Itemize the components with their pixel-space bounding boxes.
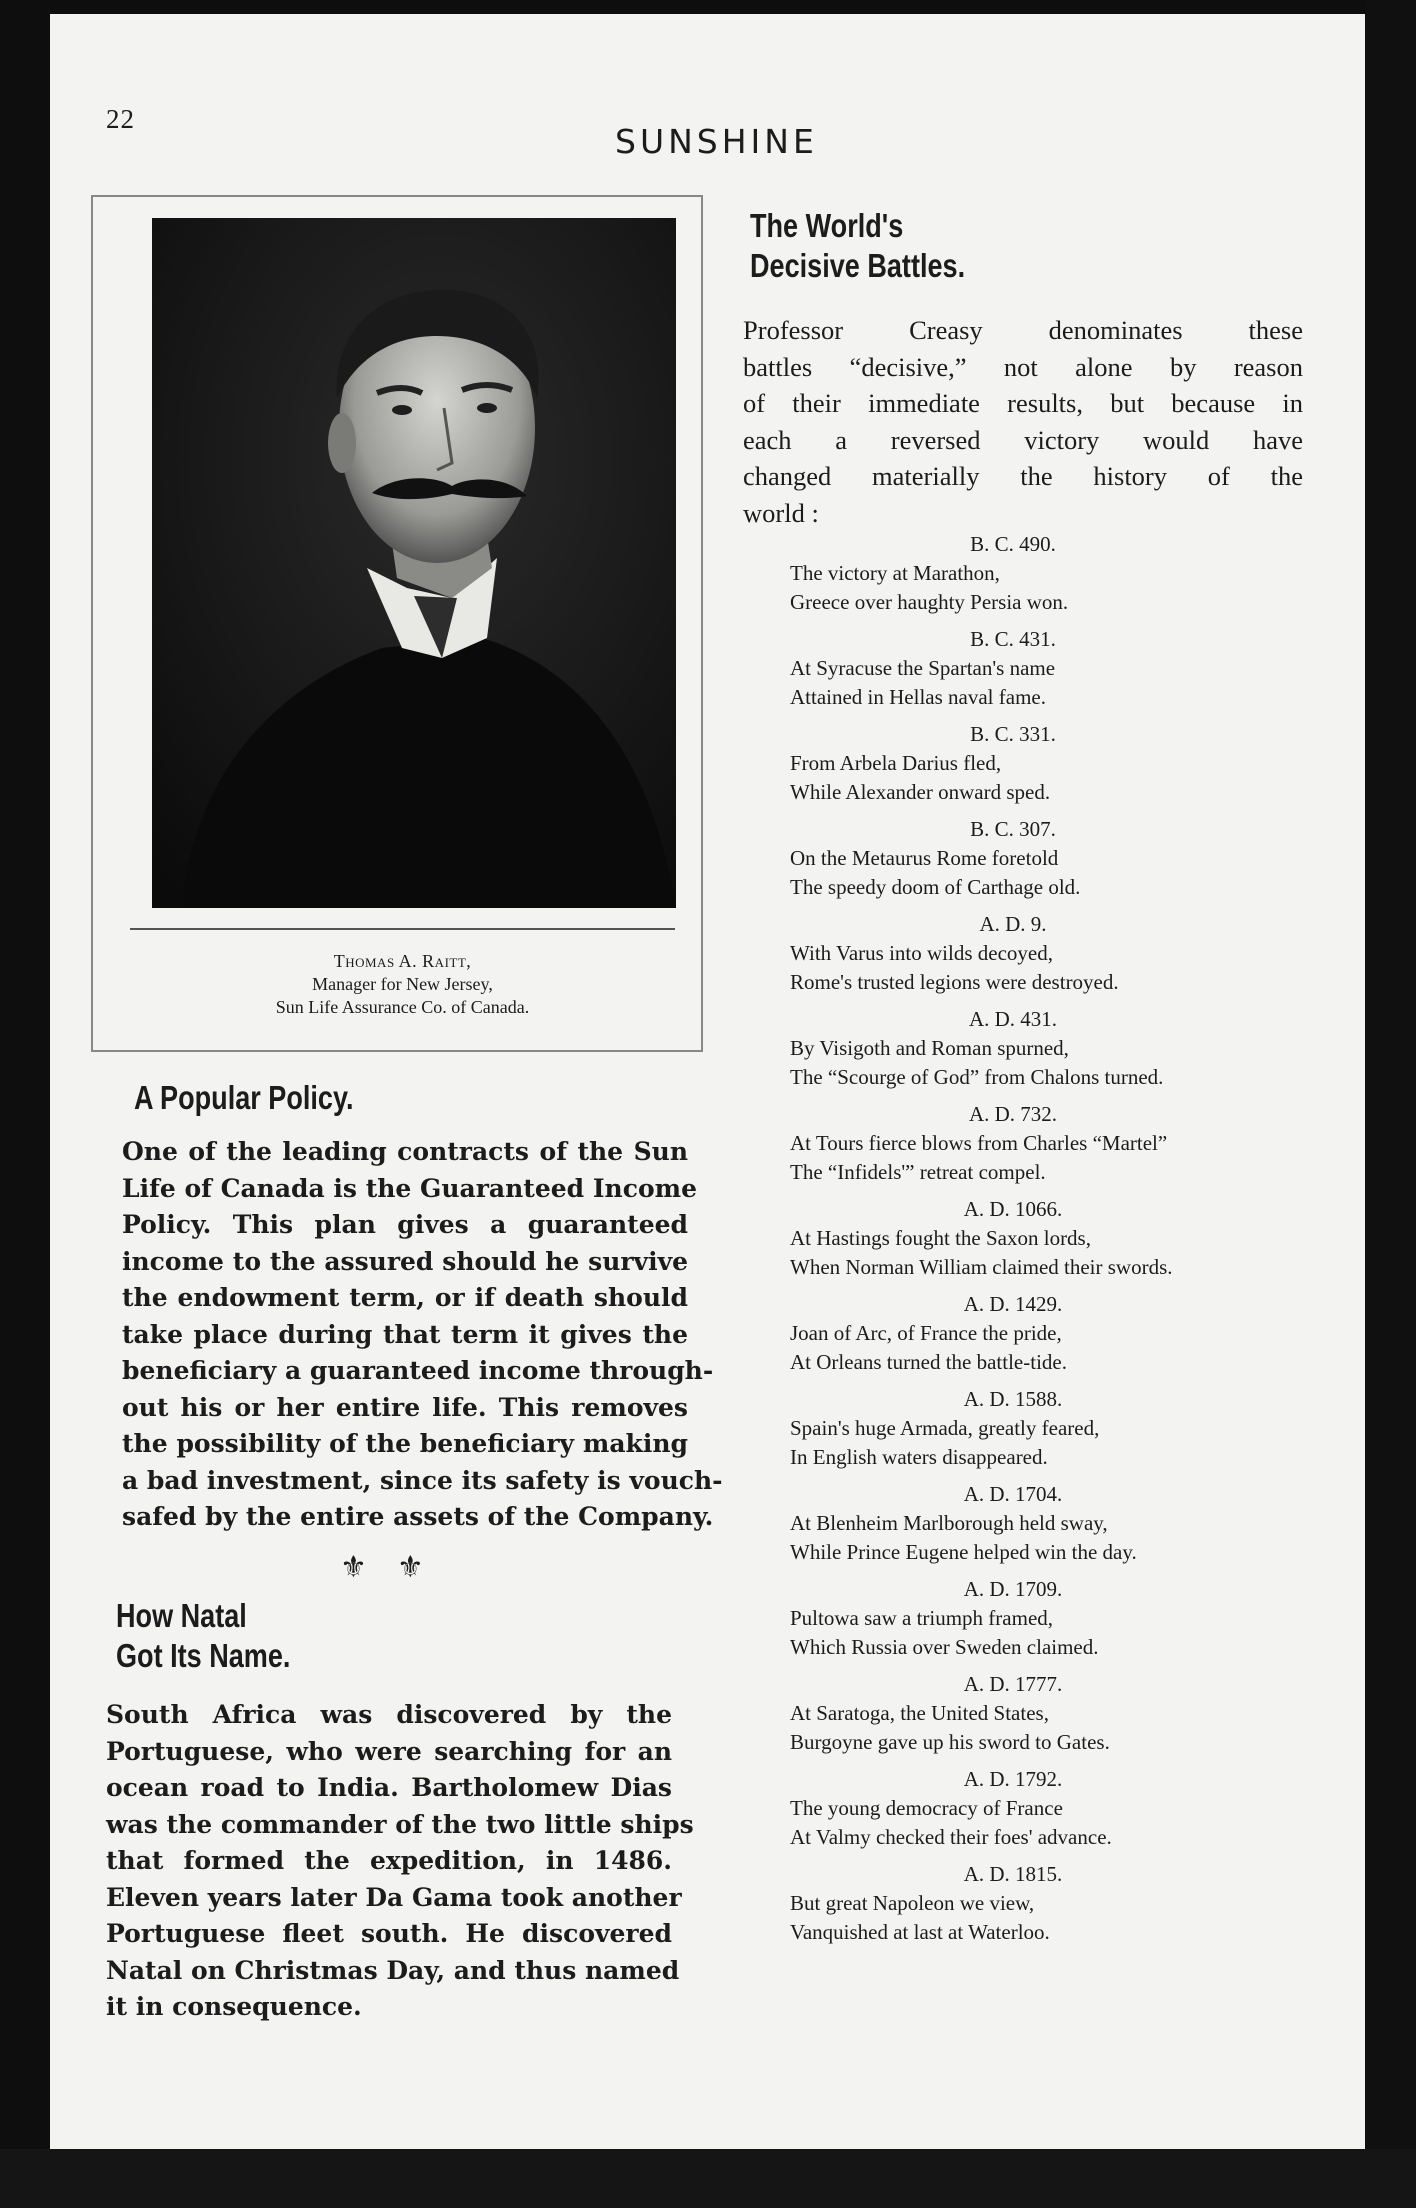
stanza-line: At Valmy checked their foes' advance. bbox=[790, 1825, 1112, 1849]
stanza-line: Burgoyne gave up his sword to Gates. bbox=[790, 1730, 1110, 1754]
stanza-date: A. D. 431. bbox=[968, 1007, 1058, 1031]
stanza-date: A. D. 1588. bbox=[963, 1387, 1063, 1411]
policy-line: beneficiary a guaranteed income through- bbox=[122, 1356, 714, 1385]
stanza-line: The victory at Marathon, bbox=[790, 561, 1000, 585]
natal-heading-line2: Got Its Name. bbox=[116, 1637, 291, 1674]
battles-intro bbox=[743, 312, 1303, 531]
battles-intro-line: of their immediate results, but because in bbox=[743, 388, 1303, 418]
stanza-line: Pultowa saw a triumph framed, bbox=[790, 1606, 1054, 1630]
policy-line: the possibility of the beneficiary making bbox=[122, 1429, 688, 1458]
stanza-date: A. D. 732. bbox=[968, 1102, 1058, 1126]
battles-intro-line: world : bbox=[743, 497, 819, 528]
natal-line: Eleven years later Da Gama took another bbox=[106, 1882, 682, 1912]
natal-line: was the commander of the two little ships bbox=[106, 1809, 694, 1839]
stanza-line: Spain's huge Armada, greatly feared, bbox=[790, 1416, 1100, 1440]
stanza-line: By Visigoth and Roman spurned, bbox=[790, 1036, 1069, 1060]
stanza-line: The “Scourge of God” from Chalons turned. bbox=[790, 1065, 1164, 1089]
natal-line: ocean road to India. Bartholomew Dias bbox=[106, 1773, 672, 1802]
poem-stanza bbox=[748, 1290, 1308, 1377]
stanza-line: At Hastings fought the Saxon lords, bbox=[790, 1226, 1091, 1250]
caption-name: Thomas A. Raitt, bbox=[333, 951, 472, 971]
stanza-date: A. D. 1429. bbox=[963, 1292, 1063, 1316]
natal-text bbox=[106, 1697, 694, 2026]
stanza-line: Attained in Hellas naval fame. bbox=[790, 685, 1046, 709]
stanza-line: But great Napoleon we view, bbox=[790, 1891, 1035, 1915]
natal-line: Natal on Christmas Day, and thus named bbox=[106, 1955, 680, 1985]
policy-line: a bad investment, since its safety is vouch- bbox=[122, 1465, 723, 1495]
policy-line: take place during that term it gives the bbox=[122, 1319, 688, 1349]
battles-intro-line: changed materially the history of the bbox=[743, 461, 1303, 491]
poem-stanza bbox=[748, 910, 1308, 997]
poem-stanza bbox=[748, 1575, 1308, 1662]
stanza-line: With Varus into wilds decoyed, bbox=[790, 941, 1053, 965]
stanza-date: B. C. 331. bbox=[970, 722, 1056, 746]
caption-rule bbox=[130, 928, 675, 930]
stanza-line: Which Russia over Sweden claimed. bbox=[790, 1635, 1099, 1659]
policy-line: Life of Canada is the Guaranteed Income bbox=[122, 1173, 697, 1203]
stanza-line: At Syracuse the Spartan's name bbox=[790, 656, 1056, 680]
stanza-date: A. D. 1709. bbox=[963, 1577, 1063, 1601]
fleuron-ornament-icon: ⚜⚜ bbox=[340, 1550, 454, 1585]
stanza-date: A. D. 1066. bbox=[963, 1197, 1063, 1221]
battles-intro-line: battles “decisive,” not alone by reason bbox=[743, 351, 1303, 382]
poem-stanza bbox=[748, 1385, 1308, 1472]
portrait-photo bbox=[152, 218, 676, 908]
natal-line: it in consequence. bbox=[106, 1992, 362, 2021]
stanza-date: B. C. 431. bbox=[970, 627, 1056, 651]
policy-line: Policy. This plan gives a guaranteed bbox=[122, 1210, 688, 1239]
poem-stanza bbox=[748, 625, 1308, 712]
natal-heading bbox=[116, 1596, 290, 1676]
stanza-date: A. D. 1777. bbox=[963, 1672, 1063, 1696]
scan-edge-bottom bbox=[0, 2149, 1416, 2208]
stanza-line: At Blenheim Marlborough held sway, bbox=[790, 1511, 1108, 1535]
stanza-date: A. D. 9. bbox=[979, 912, 1047, 936]
natal-line: Portuguese, who were searching for an bbox=[106, 1736, 672, 1766]
natal-heading-line1: How Natal bbox=[116, 1597, 247, 1634]
poem-stanza bbox=[748, 1100, 1308, 1187]
battles-heading-line1: The World's bbox=[750, 207, 904, 244]
policy-heading: A Popular Policy. bbox=[134, 1079, 354, 1116]
stanza-date: A. D. 1704. bbox=[963, 1482, 1063, 1506]
stanza-line: From Arbela Darius fled, bbox=[790, 751, 1002, 775]
stanza-line: At Orleans turned the battle-tide. bbox=[790, 1350, 1067, 1374]
poem-stanza bbox=[748, 1480, 1308, 1567]
stanza-line: Vanquished at last at Waterloo. bbox=[790, 1920, 1050, 1944]
stanza-line: The speedy doom of Carthage old. bbox=[790, 875, 1081, 899]
stanza-date: B. C. 307. bbox=[970, 817, 1056, 841]
natal-line: that formed the expedition, in 1486. bbox=[106, 1846, 672, 1875]
stanza-line: The young democracy of France bbox=[790, 1796, 1063, 1820]
battles-heading bbox=[750, 206, 965, 286]
stanza-line: Joan of Arc, of France the pride, bbox=[790, 1321, 1062, 1345]
stanza-line: Greece over haughty Persia won. bbox=[790, 590, 1069, 614]
natal-line: South Africa was discovered by the bbox=[106, 1700, 672, 1729]
stanza-line: Rome's trusted legions were destroyed. bbox=[790, 970, 1119, 994]
poem-stanza bbox=[748, 1765, 1308, 1852]
stanza-line: On the Metaurus Rome foretold bbox=[790, 846, 1059, 870]
poem-stanza bbox=[748, 1670, 1308, 1757]
poem-stanza bbox=[748, 720, 1308, 807]
stanza-line: At Tours fierce blows from Charles “Martel” bbox=[790, 1131, 1168, 1155]
stanza-line: While Prince Eugene helped win the day. bbox=[790, 1540, 1137, 1564]
poem-stanza bbox=[748, 1195, 1308, 1282]
battles-intro-line: each a reversed victory would have bbox=[743, 424, 1303, 455]
policy-text bbox=[122, 1134, 723, 1536]
page-number: 22 bbox=[106, 104, 135, 134]
battles-poem bbox=[748, 530, 1308, 1955]
natal-line: Portuguese fleet south. He discovered bbox=[106, 1919, 672, 1948]
portrait-caption bbox=[130, 950, 675, 1019]
battles-intro-line: Professor Creasy denominates these bbox=[743, 315, 1303, 345]
stanza-date: A. D. 1792. bbox=[963, 1767, 1063, 1791]
policy-line: safed by the entire assets of the Company. bbox=[122, 1502, 714, 1531]
poem-stanza bbox=[748, 1005, 1308, 1092]
poem-stanza bbox=[748, 815, 1308, 902]
caption-company: Sun Life Assurance Co. of Canada. bbox=[275, 997, 530, 1017]
stanza-line: When Norman William claimed their swords. bbox=[790, 1255, 1173, 1279]
stanza-line: The “Infidels'” retreat compel. bbox=[790, 1160, 1046, 1184]
stanza-line: At Saratoga, the United States, bbox=[790, 1701, 1049, 1725]
poem-stanza bbox=[748, 1860, 1308, 1947]
scan-edge-right bbox=[1365, 0, 1416, 2208]
stanza-date: B. C. 490. bbox=[970, 532, 1056, 556]
magazine-title: SUNSHINE bbox=[615, 122, 818, 161]
policy-line: the endowment term, or if death should bbox=[122, 1283, 688, 1312]
stanza-line: In English waters disappeared. bbox=[790, 1445, 1048, 1469]
policy-line: out his or her entire life. This removes bbox=[122, 1392, 688, 1422]
policy-line: One of the leading contracts of the Sun bbox=[122, 1137, 688, 1166]
battles-heading-line2: Decisive Battles. bbox=[750, 247, 966, 284]
poem-stanza bbox=[748, 530, 1308, 617]
caption-role: Manager for New Jersey, bbox=[312, 974, 493, 994]
stanza-date: A. D. 1815. bbox=[963, 1862, 1063, 1886]
stanza-line: While Alexander onward sped. bbox=[790, 780, 1051, 804]
portrait-illustration bbox=[152, 218, 676, 908]
policy-line: income to the assured should he survive bbox=[122, 1246, 688, 1276]
